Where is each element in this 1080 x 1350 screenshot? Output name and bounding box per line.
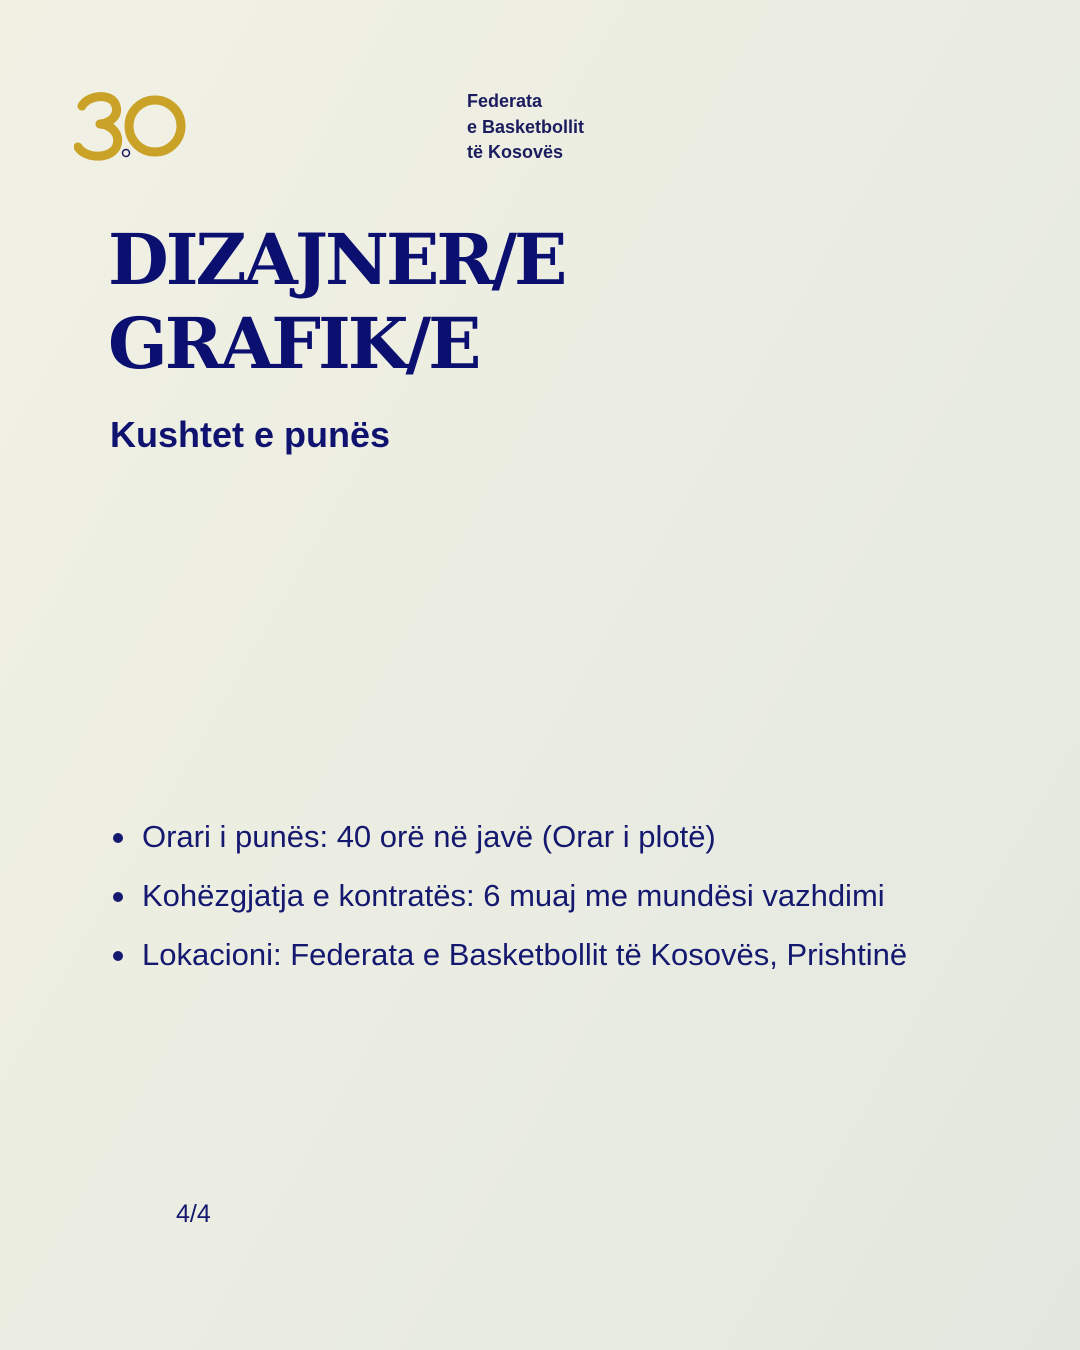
job-title-line: GRAFIK/E (108, 302, 479, 385)
organization-name-line: të Kosovës (467, 142, 564, 162)
bullet-icon (113, 892, 123, 902)
anniversary-logo (74, 92, 186, 162)
thirty-logo-icon (74, 92, 186, 162)
job-title (108, 218, 564, 386)
page-indicator: 4/4 (176, 1200, 211, 1228)
section-heading: Kushtet e punës (110, 414, 391, 455)
organization-name-line: e Basketbollit (467, 116, 585, 137)
organization-name-line: Federata (467, 91, 543, 111)
list-item (110, 874, 907, 918)
list-item-text: Lokacioni: Federata e Basketbollit të Kosovës, Prishtinë (142, 937, 908, 972)
list-item-text: Orari i punës: 40 orë në javë (Orar i plotë) (142, 819, 716, 854)
conditions-list (110, 815, 907, 992)
list-item-text: Kohëzgjatja e kontratës: 6 muaj me mundësi vazhdimi (142, 878, 885, 913)
bullet-icon (113, 951, 123, 961)
list-item (110, 815, 907, 859)
list-item (110, 933, 907, 977)
organization-name (467, 89, 584, 166)
bullet-icon (113, 833, 123, 843)
job-title-line: DIZAJNER/E (108, 218, 565, 301)
